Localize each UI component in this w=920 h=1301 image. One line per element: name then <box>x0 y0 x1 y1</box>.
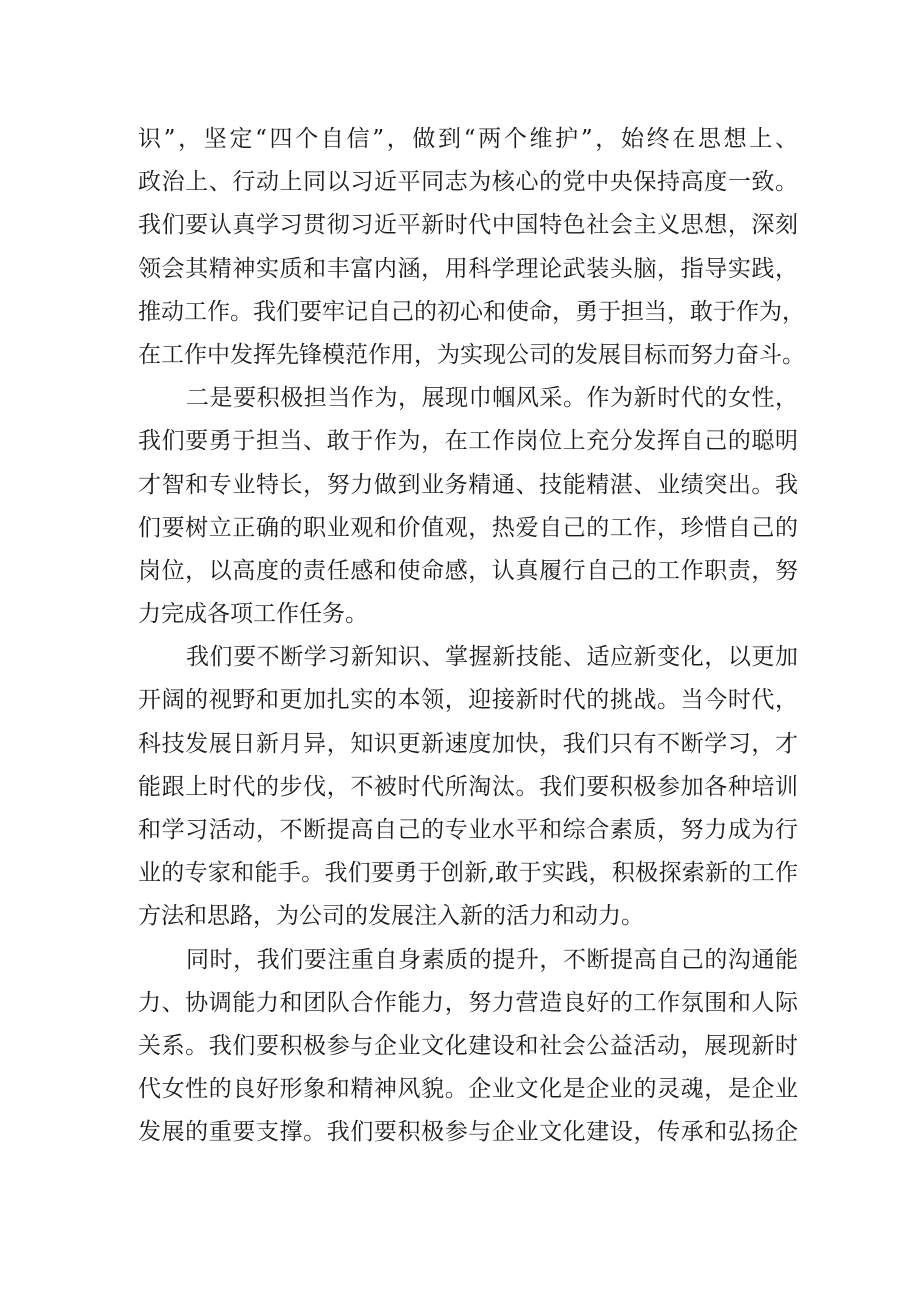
text-line: 们要树立正确的职业观和价值观，热爱自己的工作，珍惜自己的 <box>138 514 798 541</box>
text-line: 岗位，以高度的责任感和使命感，认真履行自己的工作职责，努 <box>138 557 798 584</box>
text-line: 才智和专业特长，努力做到业务精通、技能精湛、业绩突出。我 <box>138 471 798 498</box>
text-line: 关系。我们要积极参与企业文化建设和社会公益活动，展现新时 <box>138 1032 798 1059</box>
paragraph-first-line: 同时，我们要注重自身素质的提升，不断提高自己的沟通能 <box>186 946 798 973</box>
text-line: 发展的重要支撑。我们要积极参与企业文化建设，传承和弘扬企 <box>138 1119 798 1146</box>
text-line: 识”，坚定“四个自信”，做到“两个维护”，始终在思想上、 <box>138 126 798 152</box>
text-line: 我们要认真学习贯彻习近平新时代中国特色社会主义思想，深刻 <box>138 212 798 239</box>
text-line: 能跟上时代的步伐，不被时代所淘汰。我们要积极参加各种培训 <box>138 773 798 800</box>
text-line: 力、协调能力和团队合作能力，努力营造良好的工作氛围和人际 <box>138 989 798 1016</box>
text-line: 力完成各项工作任务。 <box>138 601 368 628</box>
text-line: 在工作中发挥先锋模范作用，为实现公司的发展目标而努力奋斗。 <box>138 341 805 368</box>
text-line: 业的专家和能手。我们要勇于创新,敢于实践，积极探索新的工作 <box>138 860 798 887</box>
text-line: 政治上、行动上同以习近平同志为核心的党中央保持高度一致。 <box>138 169 798 196</box>
text-line: 代女性的良好形象和精神风貌。企业文化是企业的灵魂，是企业 <box>138 1076 798 1103</box>
text-line: 我们要勇于担当、敢于作为，在工作岗位上充分发挥自己的聪明 <box>138 428 798 455</box>
text-line: 开阔的视野和更加扎实的本领，迎接新时代的挑战。当今时代， <box>138 687 798 714</box>
text-line: 和学习活动，不断提高自己的专业水平和综合素质，努力成为行 <box>138 817 798 843</box>
text-line: 推动工作。我们要牢记自己的初心和使命，勇于担当，敢于作为， <box>138 298 805 325</box>
document-body <box>138 118 805 1155</box>
text-line: 领会其精神实质和丰富内涵，用科学理论武装头脑，指导实践， <box>138 255 798 282</box>
text-line: 方法和思路，为公司的发展注入新的活力和动力。 <box>138 903 644 930</box>
text-line: 科技发展日新月异，知识更新速度加快，我们只有不断学习，才 <box>138 730 798 757</box>
paragraph-first-line: 我们要不断学习新知识、掌握新技能、适应新变化，以更加 <box>186 644 798 671</box>
paragraph-first-line: 二是要积极担当作为，展现巾帼风采。作为新时代的女性， <box>186 385 798 412</box>
